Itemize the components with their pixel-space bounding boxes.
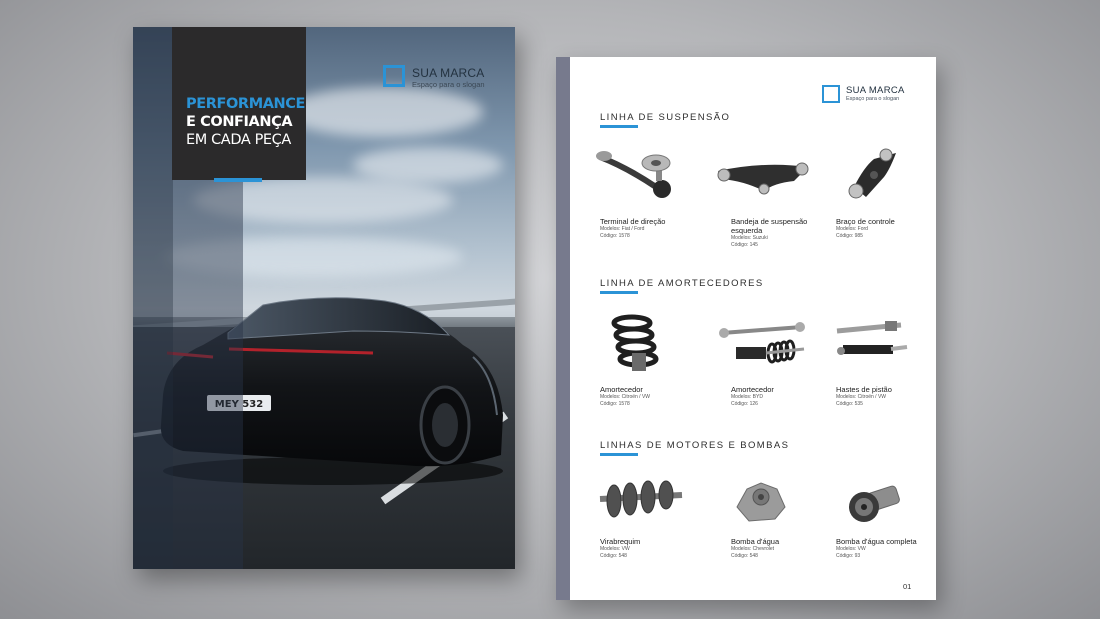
section-underline (600, 125, 638, 128)
cover-headline-line1: PERFORMANCE (186, 96, 306, 112)
product-card[interactable] (600, 217, 710, 239)
page-spine (556, 57, 570, 600)
product-code: Código: 1578 (600, 400, 630, 407)
product-name: Virabrequim (600, 537, 641, 546)
product-name: Amortecedor (731, 385, 774, 394)
product-code: Código: 548 (600, 552, 627, 559)
product-name: Terminal de direção (600, 217, 666, 226)
cover-overlay-band (133, 27, 173, 569)
product-code: Código: 985 (836, 232, 863, 239)
product-name: Bomba d'água completa (836, 537, 917, 546)
product-model: Modelos: Fiat / Ford (600, 226, 645, 232)
product-model: Modelos: Citroën / VW (836, 394, 887, 400)
logo-square-icon (822, 85, 840, 103)
product-card[interactable] (731, 385, 841, 407)
cover-title-box (172, 27, 306, 180)
suspension-arm-image (844, 147, 904, 203)
product-card[interactable] (836, 537, 946, 559)
product-model: Modelos: Chevrolet (731, 546, 775, 552)
crankshaft-image (596, 477, 686, 527)
product-code: Código: 1578 (600, 232, 630, 239)
catalog-cover (133, 27, 515, 569)
product-card[interactable] (600, 537, 710, 559)
product-model: Modelos: Ford (836, 226, 868, 232)
cover-brand-logo (383, 65, 485, 89)
product-model: Modelos: Citroën / VW (600, 394, 651, 400)
water-pump-image (731, 477, 791, 527)
product-code: Código: 535 (836, 400, 863, 407)
cloud (283, 87, 483, 137)
page-number: 01 (903, 582, 912, 591)
catalog-page (556, 57, 936, 600)
product-card[interactable] (731, 537, 841, 559)
product-card[interactable] (836, 385, 946, 407)
product-code: Código: 126 (731, 400, 758, 407)
cloud (353, 147, 503, 183)
section-title: LINHA DE AMORTECEDORES (600, 278, 764, 289)
shock-absorber-image (716, 319, 808, 367)
product-code: Código: 93 (836, 552, 861, 559)
brand-slogan: Espaço para o slogan (846, 96, 900, 102)
product-card[interactable] (600, 385, 710, 407)
product-name: Braço de controle (836, 217, 895, 226)
section-underline (600, 453, 638, 456)
product-code: Código: 145 (731, 241, 758, 248)
product-card[interactable] (836, 217, 946, 239)
tie-rod-end-image (596, 147, 686, 199)
cover-headline-line2: E CONFIANÇA (186, 114, 293, 130)
product-name: Bandeja de suspensão esquerda (731, 217, 808, 235)
control-arm-image (714, 157, 814, 197)
product-card[interactable] (731, 217, 811, 248)
coil-spring-image (606, 313, 666, 375)
brand-name: SUA MARCA (412, 66, 485, 80)
product-name: Bomba d'água (731, 537, 780, 546)
piston-rods-image (831, 319, 911, 365)
page-brand-logo (822, 85, 905, 103)
section-title: LINHAS DE MOTORES E BOMBAS (600, 440, 790, 451)
product-model: Modelos: BYD (731, 394, 763, 400)
cover-accent-bar (214, 178, 262, 182)
section-title: LINHA DE SUSPENSÃO (600, 112, 731, 123)
product-model: Modelos: Suzuki (731, 235, 768, 241)
cover-headline-line3: EM CADA PEÇA (186, 132, 291, 148)
logo-square-icon (383, 65, 405, 87)
section-underline (600, 291, 638, 294)
product-code: Código: 548 (731, 552, 758, 559)
product-model: Modelos: VW (600, 546, 630, 552)
product-name: Hastes de pistão (836, 385, 892, 394)
product-model: Modelos: VW (836, 546, 866, 552)
brand-name: SUA MARCA (846, 85, 905, 96)
complete-water-pump-image (844, 479, 904, 529)
brand-slogan: Espaço para o slogan (412, 80, 485, 89)
license-plate: MEY 532 (214, 399, 264, 410)
product-name: Amortecedor (600, 385, 643, 394)
